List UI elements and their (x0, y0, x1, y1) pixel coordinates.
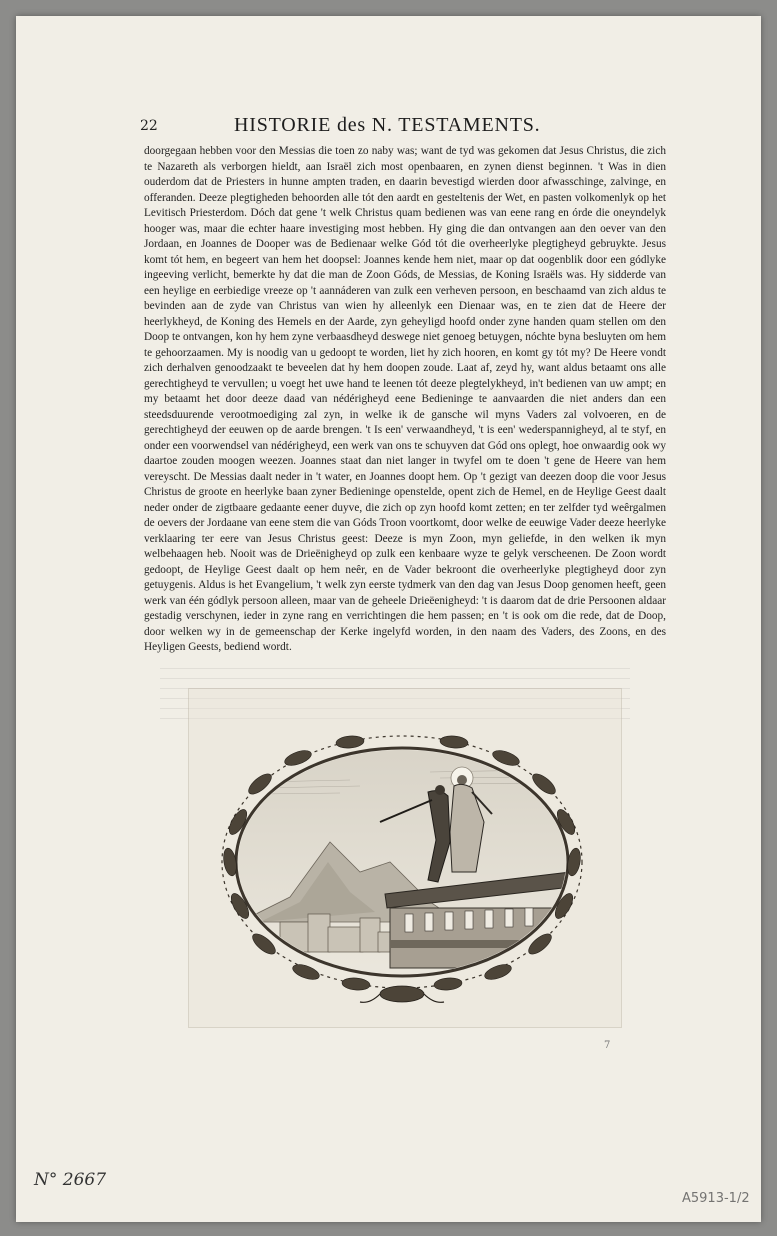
wreath-knot (360, 986, 444, 1002)
pencil-mark: 7 (604, 1040, 611, 1051)
scene (230, 742, 580, 992)
body-text: doorgegaan hebben voor den Messias die toen zo naby was; want de tyd was gekomen dat Jesus Christus, die zich te Nazareth als verborgen hieldt, aan Israël zich most openbaaren, en zynen dienst beginnen. 't Was in dien ouderdom dat de Priesters in hunne ampten traden, en daarin bevestigd wierden door afwasschinge, zalvinge, en offeranden. Deeze plegtigheden behoorden alle tót den aardt en gesteltenis der Wet, en pasten volkomenlyk op het Levitisch Priesterdom. Dóch dat gene 't welk Christus quam bedienen was van eene rang en órde die oneyndelyk hooger was, maar die echter haare investiging most hebben. Hy ging die dan ontvangen aan den oever van den Jordaan, en Joannes de Dooper was de Bedienaar welke Gód tót die overheerlyke plegtigheyd gebruykte. Jesus komt tót hem, en begeert van hem het doopsel: Joannes kende hem niet, maar op dat oogenblik door een gódlyke ingeeving verlicht, bemerkte hy dat die man de Zoon Góds, de Messias, de Koning Israëls was. Hy sidderde van een heylige en eerbiedige vreeze op 't aannáderen van zulk een verheven persoon, en beschaamd van zich aldus te bevinden aan de zyde van Christus van wien hy alleenlyk een Dienaar was, en te zien dat de Heere der heerlykheyd, de Koning des Hemels en der Aarde, zyn geheyligd hoofd onder zyne handen quam stellen om den Doop te ontvangen, kon hy hem zyne verbaasdheyd deswege niet genoeg betuygen, nóchte byna besluyten om hem te gehoorzaamen. My is noodig van u gedoopt te worden, liet hy zich hooren, en komt gy tót my? De Heere vondt zich derhalven genoodzaakt te beveelen dat hy hem doopen zoude. Laat af, zeyd hy, want aldus betaamt ons alle gerechtigheyd te vervullen; u voegt het uwe hand te leenen tót deeze plegtelykheyd, in't bedienen van uw ampt; en my betaamt het door deeze daad van nédérigheyd eene Bedieninge te aanvaarden die niet anders dan een steedsduurende verootmoediging zal zyn, in welke ik de gansche wil myns Vaders zal volvoeren, en de gerechtigheyd der eeuwen op de aarde brengen. 't Is een' verwaandheyd, 't is een' wederspannigheyd, al te styf, en onder een voorwendsel van nédérigheyd, een werk van ons te schuyven dat Gód ons oplegt, hoe onwaardig ook wy daartoe zouden moogen weezen. Joannes staat dan niet langer in twyfel om te doen 't gene de Heere van hem vereyscht. De Messias daalt neder in 't water, en Joannes doopt hem. Op 't gezigt van deezen doop die voor Jesus Christus de groote en heerlyke baan zyner Bedieninge openstelde, opent zich de Hemel, en de Heylige Geest daalt neder onder de zigtbaare gedaante eener duyve, die zich op zyn hoofd komt zetten; en ter zelfder tyd weêrgalmen de oevers der Jordaane van eene stem die van Góds Troon voortkomt, door welke de eeuwige Vader deeze heerlyke verklaaring ter eere van Jesus Christus geest: Deeze is myn Zoon, myn geliefde, in den welken ik myn welbehaagen heb. Nooit was de Drieënigheyd op zulk een kenbaare wyze te gelyk verscheenen. De Zoon wordt gedoopt, de Heylige Geest daalt op hem neêr, en de Vader bekroont die overheerlyke plegtigheyd door zyn getuygenis. Aldus is het Evangelium, 't welk zyn eerste tydmerk van den dag van Jesus Doop genomen heeft, geen werk van één gódlyk persoon alleen, maar van de geheele Drieëenigheyd: 't is daarom dat de drie Persoonen aldaar gestadig verschynen, ieder in zyne rang en verrichtingen die hem passen; en 't is ook om die rede, dat de Doop, door welken wy in de gemeenschap der Kerke ingelyfd worden, in den naam des Vaders, des Zoons, en des Heyligen Geests, bediend wordt. (144, 145, 666, 653)
catalog-number: A5913-1/2 (682, 1191, 750, 1206)
engraved-vignette (200, 722, 604, 1010)
inventory-number: N° 2667 (34, 1170, 107, 1190)
vignette-illustration (200, 722, 604, 1010)
page-number: 22 (140, 118, 158, 134)
page-header (140, 114, 600, 138)
running-title: HISTORIE des N. TESTAMENTS. (234, 114, 541, 136)
